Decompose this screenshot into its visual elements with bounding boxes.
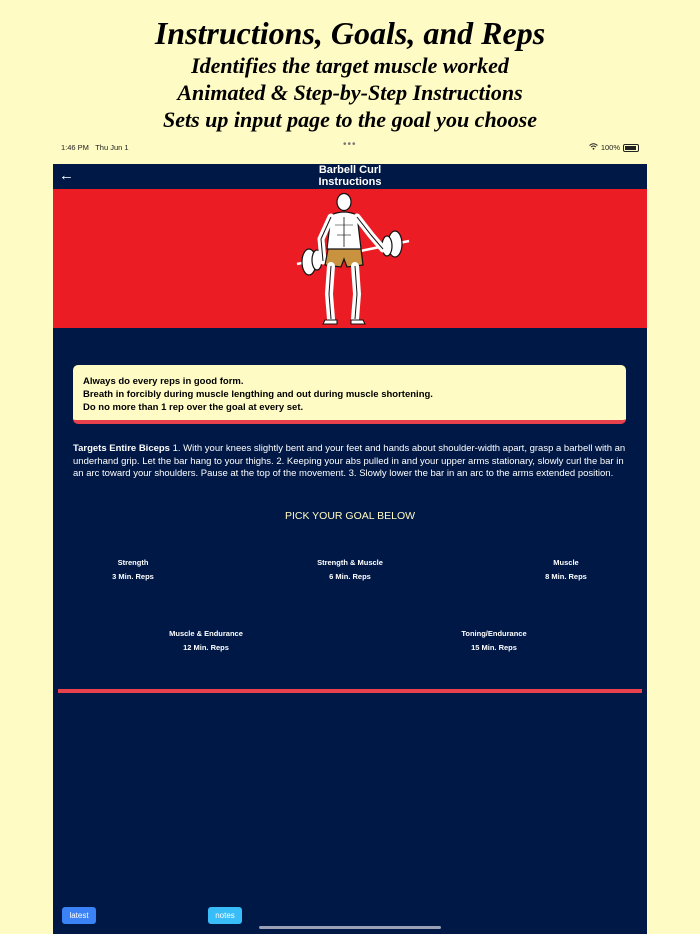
battery-percent: 100% <box>600 143 620 152</box>
tips-box <box>73 365 626 424</box>
status-bar <box>53 141 647 155</box>
goal-muscle-endurance[interactable] <box>146 627 266 655</box>
promo-line-1: Identifies the target muscle worked <box>191 53 509 78</box>
goal-muscle[interactable] <box>516 556 616 584</box>
barbell-curl-figure <box>291 189 411 328</box>
multitask-dots-icon[interactable]: ••• <box>343 139 357 150</box>
page-title-line-1: Barbell Curl <box>318 164 382 176</box>
page-title <box>53 165 647 188</box>
goal-name: Strength & Muscle <box>317 558 383 567</box>
tip-3: Do no more than 1 rep over the goal at every set. <box>83 402 304 413</box>
goal-name: Muscle & Endurance <box>169 629 243 638</box>
status-time-text: 1:46 PM <box>61 143 89 152</box>
latest-button[interactable]: latest <box>62 907 96 924</box>
battery-icon <box>623 144 639 152</box>
goal-reps: 8 Min. Reps <box>545 572 587 581</box>
instruction-text: 1. With your knees slightly bent and your feet and hands about shoulder-width apart, grasp a barbell with an underhand grip. Let the bar hang to your thighs. 2. Keeping your abs pulled in and your upper arms stationary, slowly curl the bar in an arc toward your shoulders. Pause at the top of the movement. 3. Slowly lower the bar in an arc to the arms extended position. <box>73 443 626 479</box>
goal-name: Toning/Endurance <box>461 629 527 638</box>
status-right <box>589 143 639 152</box>
page-title-line-2: Instructions <box>318 175 382 188</box>
goal-reps: 12 Min. Reps <box>183 643 229 652</box>
notes-button[interactable]: notes <box>208 907 242 924</box>
home-indicator[interactable] <box>259 926 441 929</box>
promo-line-3: Sets up input page to the goal you choose <box>162 107 538 132</box>
goal-name: Muscle <box>553 558 579 567</box>
nav-bar <box>53 164 647 189</box>
goal-strength[interactable] <box>83 556 183 584</box>
back-arrow-icon[interactable]: ← <box>59 167 74 184</box>
app-screen <box>53 164 647 934</box>
goal-name: Strength <box>117 558 149 567</box>
goal-toning-endurance[interactable] <box>434 627 554 655</box>
pick-goal-label: PICK YOUR GOAL BELOW <box>284 510 416 522</box>
divider-line <box>58 689 642 693</box>
status-date-text: Thu Jun 1 <box>95 143 129 152</box>
exercise-banner <box>53 189 647 328</box>
tip-1: Always do every reps in good form. <box>83 376 244 387</box>
wifi-icon <box>589 143 598 152</box>
target-muscle: Targets Entire Biceps <box>73 443 170 454</box>
goal-strength-muscle[interactable] <box>290 556 410 584</box>
promo-line-2: Animated & Step-by-Step Instructions <box>177 80 523 105</box>
goal-reps: 15 Min. Reps <box>471 643 517 652</box>
goal-reps: 3 Min. Reps <box>112 572 154 581</box>
tip-2: Breath in forcibly during muscle lengthing and out during muscle shortening. <box>83 389 433 400</box>
promo-header <box>0 14 700 133</box>
exercise-description <box>73 443 628 481</box>
goal-reps: 6 Min. Reps <box>329 572 371 581</box>
promo-title: Instructions, Goals, and Reps <box>154 15 546 51</box>
status-time <box>61 143 129 152</box>
